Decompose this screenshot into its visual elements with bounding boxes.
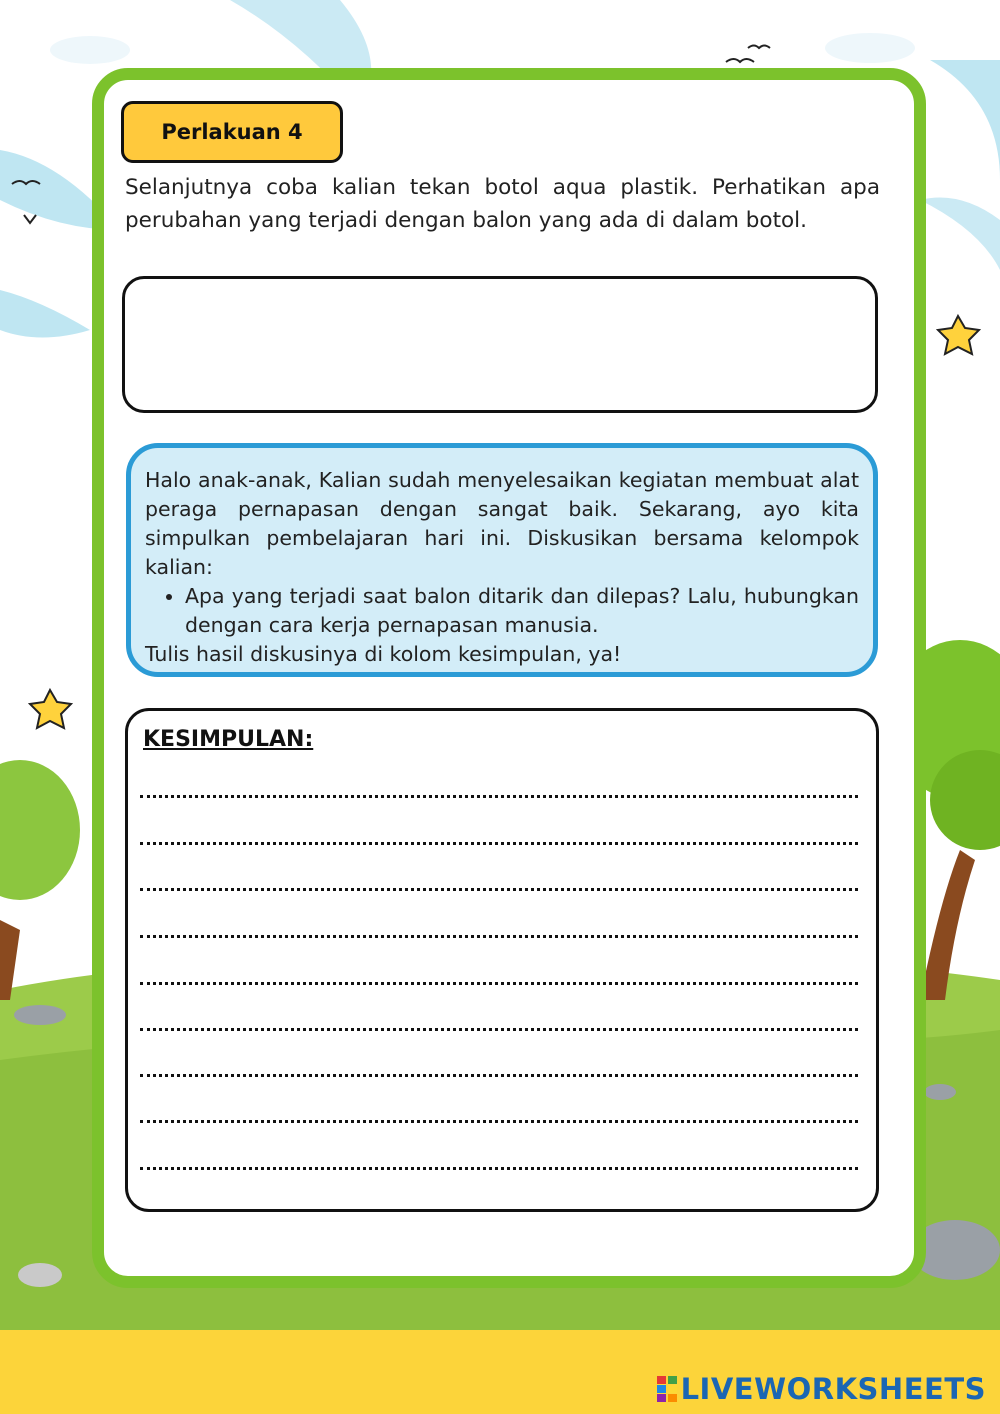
activity-badge: Perlakuan 4: [121, 101, 343, 163]
rock: [18, 1263, 62, 1287]
info-list: [145, 582, 859, 640]
rock: [924, 1084, 956, 1100]
dotted-answer-line[interactable]: [140, 1074, 858, 1077]
answer-box[interactable]: [122, 276, 878, 413]
dotted-answer-line[interactable]: [140, 1120, 858, 1123]
brand-text: LIVEWORKSHEETS: [680, 1372, 986, 1406]
rock: [14, 1005, 66, 1025]
dotted-answer-line[interactable]: [140, 1167, 858, 1170]
dotted-answer-line[interactable]: [140, 888, 858, 891]
conclusion-title: KESIMPULAN:: [143, 727, 314, 752]
dotted-answer-line[interactable]: [140, 935, 858, 938]
dotted-answer-line[interactable]: [140, 842, 858, 845]
liveworksheets-icon: [657, 1376, 677, 1402]
info-closing: Tulis hasil diskusinya di kolom kesimpulan, ya!: [145, 642, 622, 666]
info-paragraph: Halo anak-anak, Kalian sudah menyelesaikan kegiatan membuat alat peraga pernapasan dengan sangat baik. Sekarang, ayo kita simpulkan pembelajaran hari ini. Diskusikan bersama kelompok kalian:: [145, 468, 859, 579]
brand-logo: [657, 1372, 986, 1406]
dotted-answer-line[interactable]: [140, 1028, 858, 1031]
info-box: [126, 443, 878, 677]
dotted-answer-line[interactable]: [140, 982, 858, 985]
instruction-text: Selanjutnya coba kalian tekan botol aqua plastik. Perhatikan apa perubahan yang terjadi dengan balon yang ada di dalam botol.: [125, 175, 880, 233]
info-bullet: • Apa yang terjadi saat balon ditarik dan dilepas? Lalu, hubungkan dengan cara kerja pernapasan manusia.: [185, 582, 859, 640]
dotted-answer-line[interactable]: [140, 795, 858, 798]
conclusion-box[interactable]: [125, 708, 879, 1212]
